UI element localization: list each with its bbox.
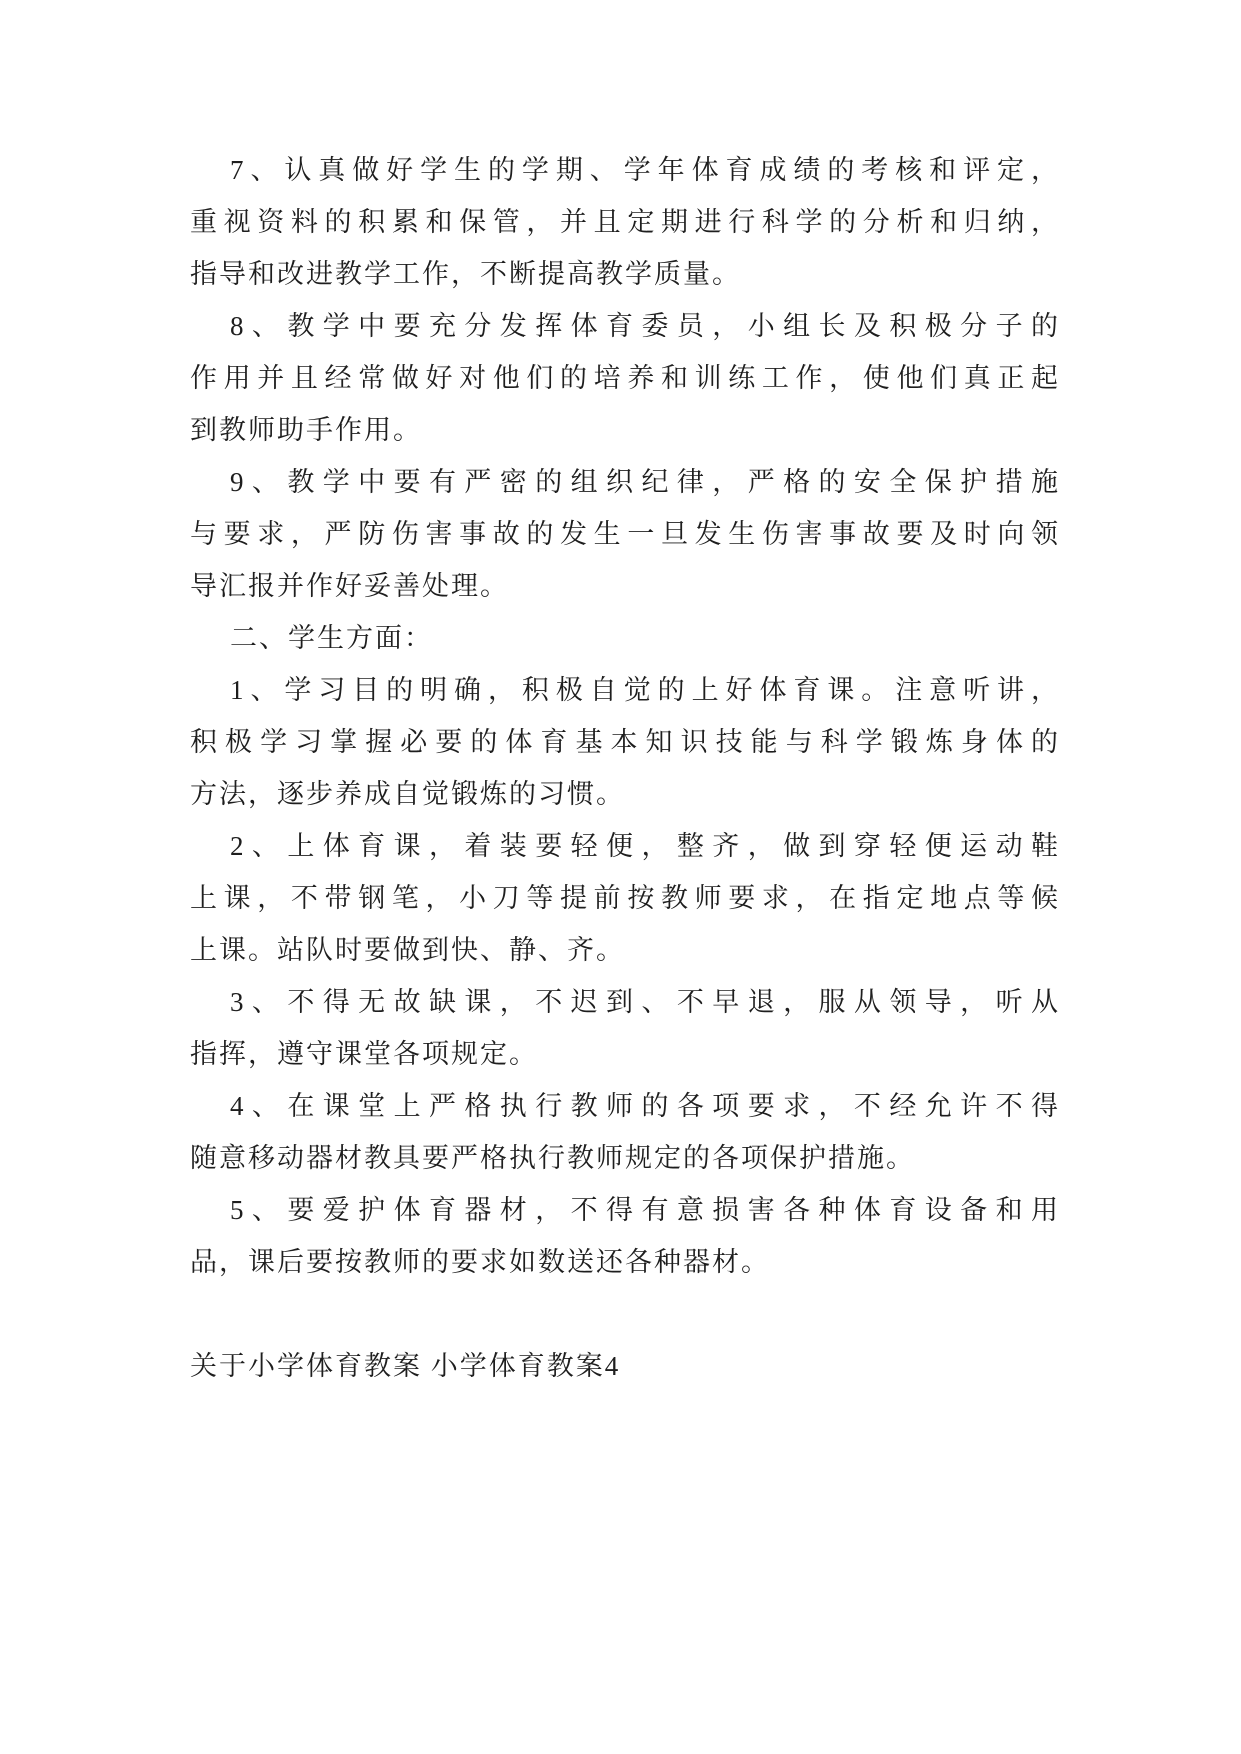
paragraph-line: 8、教学中要充分发挥体育委员，小组长及积极分子的 bbox=[230, 311, 1060, 341]
paragraph-line: 作用并且经常做好对他们的培养和训练工作，使他们真正起 bbox=[190, 363, 1060, 393]
paragraph-line: 7、认真做好学生的学期、学年体育成绩的考核和评定， bbox=[230, 155, 1060, 185]
paragraph-line: 到教师助手作用。 bbox=[190, 415, 422, 445]
section-subheading-students bbox=[190, 612, 1060, 664]
paragraph-item-8 bbox=[190, 300, 1060, 456]
paragraph-line: 9、教学中要有严密的组织纪律，严格的安全保护措施 bbox=[230, 467, 1060, 497]
document-body bbox=[190, 144, 1060, 1392]
paragraph-line: 指导和改进教学工作，不断提高教学质量。 bbox=[190, 259, 741, 289]
subheading-line: 二、学生方面： bbox=[230, 623, 433, 653]
paragraph-line: 3、不得无故缺课，不迟到、不早退，服从领导，听从 bbox=[230, 987, 1060, 1017]
paragraph-item-5 bbox=[190, 1184, 1060, 1288]
paragraph-line: 2、上体育课，着装要轻便，整齐，做到穿轻便运动鞋 bbox=[230, 831, 1060, 861]
paragraph-line: 导汇报并作好妥善处理。 bbox=[190, 571, 509, 601]
paragraph-line: 随意移动器材教具要严格执行教师规定的各项保护措施。 bbox=[190, 1143, 915, 1173]
paragraph-line: 指挥，遵守课堂各项规定。 bbox=[190, 1039, 538, 1069]
paragraph-item-1 bbox=[190, 664, 1060, 820]
paragraph-line: 上课，不带钢笔，小刀等提前按教师要求，在指定地点等候 bbox=[190, 883, 1060, 913]
paragraph-item-2 bbox=[190, 820, 1060, 976]
paragraph-line: 4、在课堂上严格执行教师的各项要求，不经允许不得 bbox=[230, 1091, 1060, 1121]
paragraph-line: 1、学习目的明确，积极自觉的上好体育课。注意听讲， bbox=[230, 675, 1060, 705]
paragraph-item-3 bbox=[190, 976, 1060, 1080]
paragraph-item-7 bbox=[190, 144, 1060, 300]
paragraph-line: 品，课后要按教师的要求如数送还各种器材。 bbox=[190, 1247, 770, 1277]
paragraph-line: 重视资料的积累和保管，并且定期进行科学的分析和归纳， bbox=[190, 207, 1060, 237]
paragraph-item-9 bbox=[190, 456, 1060, 612]
paragraph-line: 5、要爱护体育器材，不得有意损害各种体育设备和用 bbox=[230, 1195, 1060, 1225]
paragraph-line: 上课。站队时要做到快、静、齐。 bbox=[190, 935, 625, 965]
blank-line bbox=[190, 1288, 1060, 1340]
section-heading: 关于小学体育教案 小学体育教案4 bbox=[190, 1351, 621, 1381]
paragraph-line: 积极学习掌握必要的体育基本知识技能与科学锻炼身体的 bbox=[190, 727, 1060, 757]
paragraph-line: 方法，逐步养成自觉锻炼的习惯。 bbox=[190, 779, 625, 809]
paragraph-item-4 bbox=[190, 1080, 1060, 1184]
paragraph-line: 与要求，严防伤害事故的发生一旦发生伤害事故要及时向领 bbox=[190, 519, 1060, 549]
